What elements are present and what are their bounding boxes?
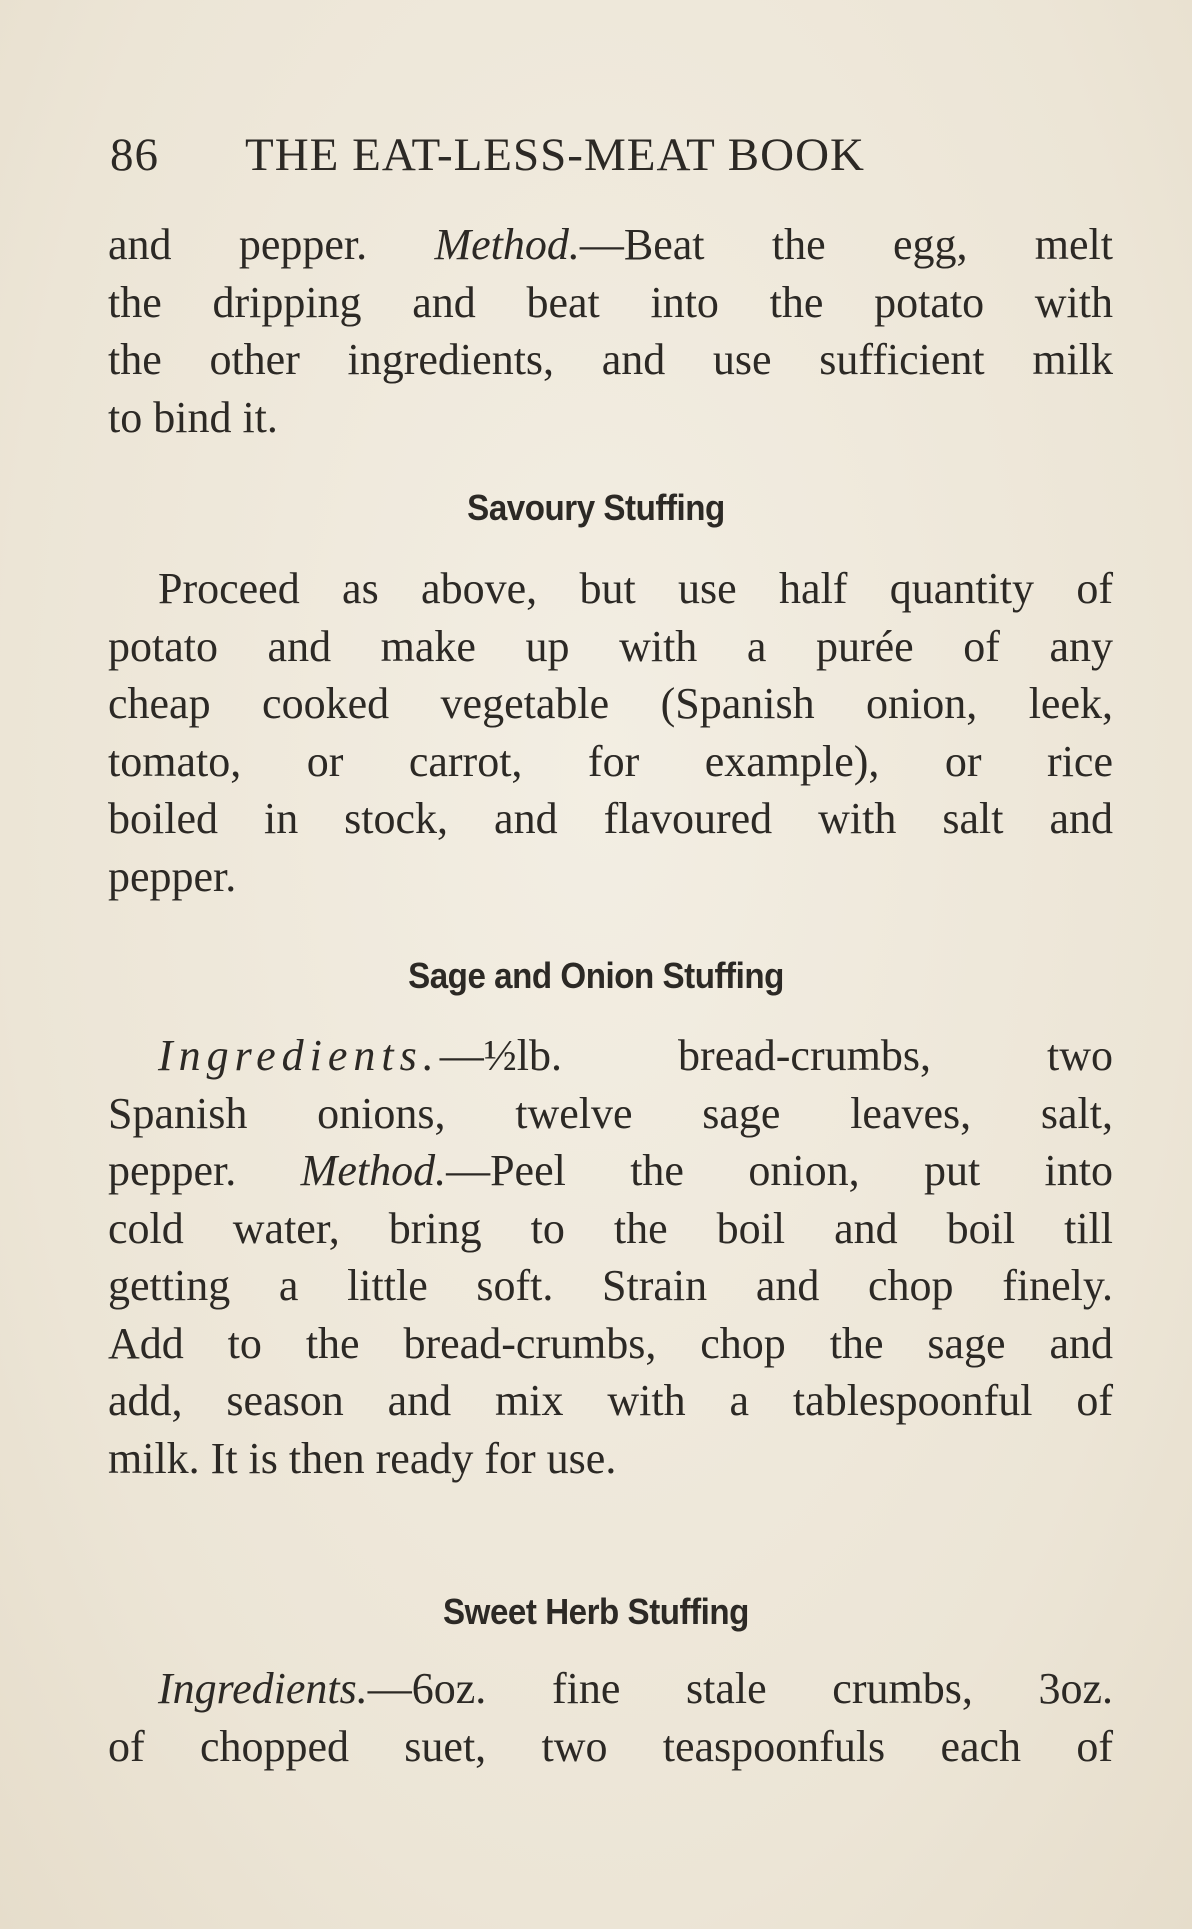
ingredients-label: Ingredients.	[158, 1031, 440, 1080]
text-line: boiled in stock, and flavoured with salt and	[108, 794, 1113, 843]
book-title: THE EAT-LESS-MEAT BOOK	[245, 129, 865, 181]
text-line: pepper.	[108, 851, 237, 901]
sweet-herb-paragraph	[108, 1660, 1113, 1775]
sage-onion-paragraph	[108, 1027, 1113, 1487]
ingredients-label: Ingredients.	[158, 1664, 368, 1713]
text-line: Ingredients.—6oz. fine stale crumbs, 3oz.	[158, 1664, 1113, 1713]
text-line: Proceed as above, but use half quantity of	[158, 564, 1113, 613]
method-label: Method.	[434, 220, 580, 269]
text-line: and pepper. Method.—Beat the egg, melt	[108, 220, 1114, 269]
text-line: getting a little soft. Strain and chop finely.	[108, 1261, 1113, 1310]
text-line: cold water, bring to the boil and boil till	[108, 1203, 1113, 1253]
text-line: Ingredients.—½lb. bread-crumbs, two	[158, 1031, 1113, 1080]
text-line: the dripping and beat into the potato with	[108, 277, 1113, 327]
continued-paragraph	[108, 216, 1113, 446]
text-line: tomato, or carrot, for example), or rice	[108, 736, 1113, 786]
savoury-paragraph	[108, 560, 1113, 905]
text-line: the other ingredients, and use sufficient milk	[108, 335, 1113, 384]
text-line: to bind it.	[108, 392, 278, 442]
text-line: of chopped suet, two teaspoonfuls each of	[108, 1721, 1113, 1771]
section-heading-savoury: Savoury Stuffing	[467, 487, 725, 528]
text-line: Add to the bread-crumbs, chop the sage and	[108, 1318, 1113, 1368]
section-heading-sweet-herb: Sweet Herb Stuffing	[443, 1591, 749, 1632]
text-line: potato and make up with a purée of any	[108, 621, 1113, 671]
text-line: add, season and mix with a tablespoonful of	[108, 1376, 1113, 1425]
section-heading-sage-onion: Sage and Onion Stuffing	[408, 955, 784, 996]
running-head	[110, 128, 990, 188]
method-label: Method.	[300, 1146, 447, 1195]
text-line: cheap cooked vegetable (Spanish onion, leek,	[108, 679, 1113, 728]
page-number: 86	[110, 129, 159, 181]
text-line: milk. It is then ready for use.	[108, 1433, 617, 1483]
text-line: Spanish onions, twelve sage leaves, salt,	[108, 1088, 1113, 1138]
text-line: pepper. Method.—Peel the onion, put into	[108, 1146, 1113, 1195]
